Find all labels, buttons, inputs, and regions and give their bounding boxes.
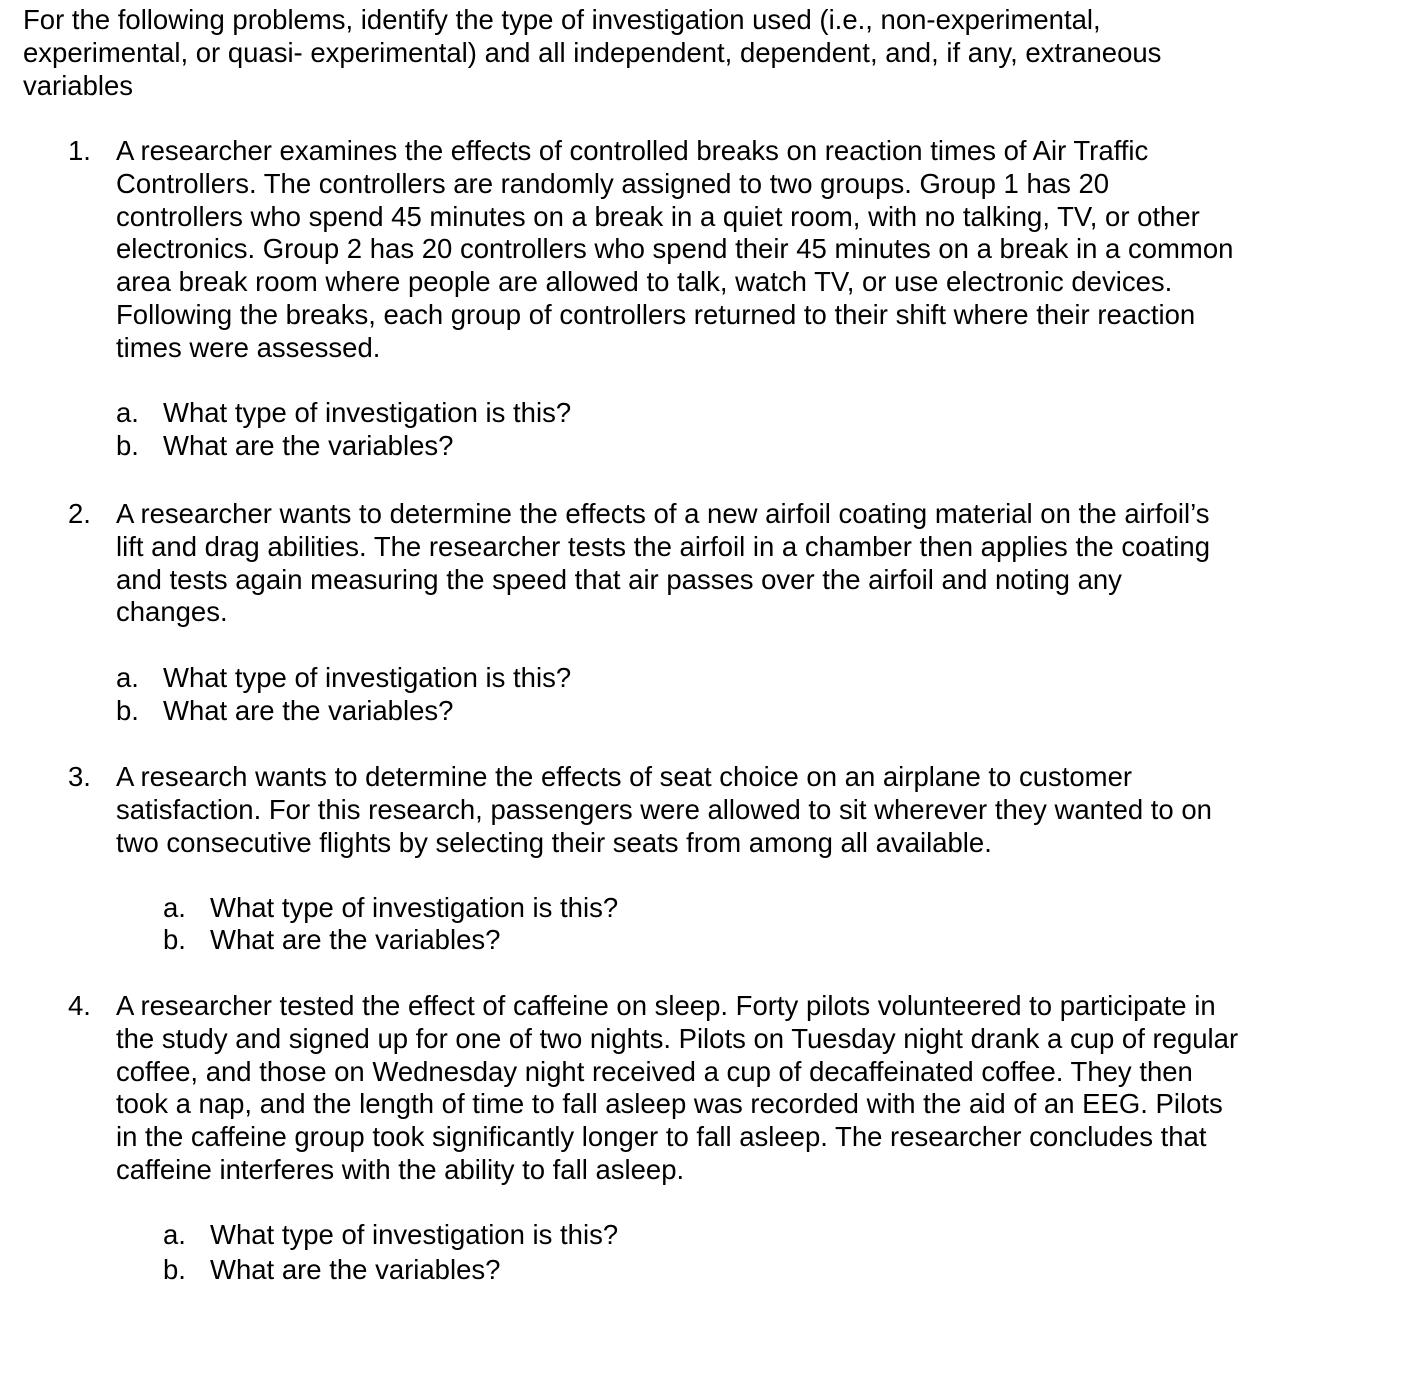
- question-text: What are the variables?: [210, 924, 501, 955]
- question-text: What type of investigation is this?: [210, 892, 619, 923]
- question-letter: a.: [116, 662, 139, 693]
- question-text: What type of investigation is this?: [210, 1219, 619, 1250]
- question-letter: a.: [163, 892, 186, 923]
- question-text: What are the variables?: [210, 1254, 501, 1285]
- question-letter: a.: [116, 397, 139, 428]
- question-letter: b.: [163, 924, 186, 955]
- question-letter: b.: [116, 430, 139, 461]
- instructions-paragraph: For the following problems, identify the type of investigation used (i.e., non-experimental, experimental, or quasi- experimental) and all independent, dependent, and, if any, extraneous variables: [23, 4, 1162, 101]
- question-letter: b.: [116, 695, 139, 726]
- question-text: What type of investigation is this?: [163, 397, 572, 428]
- problem-text: A researcher examines the effects of controlled breaks on reaction times of Air Traffic Controllers. The controllers are randomly assigned to two groups. Group 1 has 20 controllers who spend 45 minutes on a break in a quiet room, with no talking, TV, or other electronics. Group 2 has 20 controllers who spend their 45 minutes on a break in a common area break room where people are allowed to talk, watch TV, or use electronic devices. Following the breaks, each group of controllers returned to their shift where their reaction times were assessed.: [116, 135, 1234, 363]
- problem-text: A researcher wants to determine the effects of a new airfoil coating material on the airfoil’s lift and drag abilities. The researcher tests the airfoil in a chamber then applies the coating and tests again measuring the speed that air passes over the airfoil and noting any changes.: [116, 498, 1210, 628]
- problem-number: 2.: [68, 498, 91, 529]
- problem-text: A researcher tested the effect of caffeine on sleep. Forty pilots volunteered to participate in the study and signed up for one of two nights. Pilots on Tuesday night drank a cup of regular coffee, and those on Wednesday night received a cup of decaffeinated coffee. They then took a nap, and the length of time to fall asleep was recorded with the aid of an EEG. Pilots in the caffeine group took significantly longer to fall asleep. The researcher concludes that caffeine interferes with the ability to fall asleep.: [116, 990, 1239, 1185]
- question-text: What are the variables?: [163, 430, 454, 461]
- question-text: What type of investigation is this?: [163, 662, 572, 693]
- problem-text: A research wants to determine the effects of seat choice on an airplane to customer satisfaction. For this research, passengers were allowed to sit wherever they wanted to on two consecutive flights by selecting their seats from among all available.: [116, 761, 1212, 858]
- question-letter: a.: [163, 1219, 186, 1250]
- problem-number: 1.: [68, 135, 91, 166]
- problem-number: 4.: [68, 990, 91, 1021]
- problem-number: 3.: [68, 761, 91, 792]
- question-letter: b.: [163, 1254, 186, 1285]
- question-text: What are the variables?: [163, 695, 454, 726]
